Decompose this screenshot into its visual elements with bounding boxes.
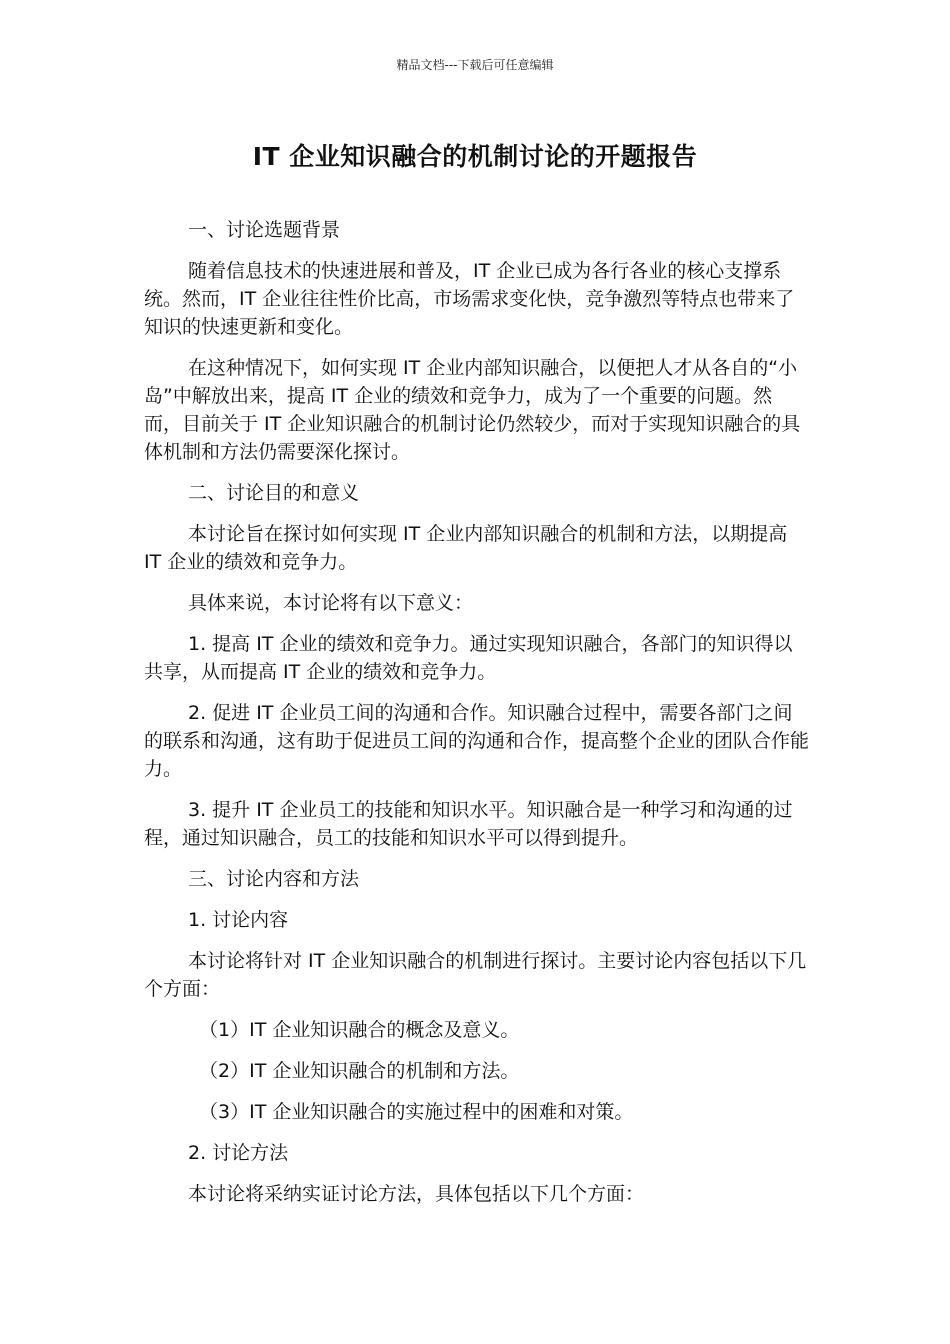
paragraph: 本讨论将采纳实证讨论方法，具体包括以下几个方面： bbox=[188, 1183, 645, 1205]
list-item: （1）IT 企业知识融合的概念及意义。 bbox=[199, 1019, 520, 1041]
paragraph: 随着信息技术的快速进展和普及，IT 企业已成为各行各业的核心支撑系统。然而，IT 企业往往性价比高，市场需求变化快，竞争激烈等特点也带来了知识的快速更新和变化。 bbox=[144, 260, 795, 338]
paragraph: 在这种情况下，如何实现 IT 企业内部知识融合，以便把人才从各自的“小岛”中解放出来，提高 IT 企业的绩效和竞争力，成为了一个重要的问题。然而，目前关于 IT 企业知识融合的机制讨论仍然较少，而对于实现知识融合的具体机制和方法仍需要深化探讨。 bbox=[144, 357, 801, 463]
list-item: 3. 提升 IT 企业员工的技能和知识水平。知识融合是一种学习和沟通的过程，通过知识融合，员工的技能和知识水平可以得到提升。 bbox=[144, 799, 793, 849]
document-body bbox=[144, 216, 809, 1221]
section-heading-content-method: 三、讨论内容和方法 bbox=[188, 868, 360, 890]
list-item: 2. 促进 IT 企业员工间的沟通和合作。知识融合过程中，需要各部门之间的联系和沟通，这有助于促进员工间的沟通和合作，提高整个企业的团队合作能力。 bbox=[144, 702, 810, 780]
section-heading-background: 一、讨论选题背景 bbox=[188, 219, 341, 241]
page-header: 精品文档---下载后可任意编辑 bbox=[396, 58, 554, 72]
section-heading-purpose: 二、讨论目的和意义 bbox=[188, 482, 360, 504]
paragraph: 具体来说，本讨论将有以下意义： bbox=[188, 592, 474, 614]
subsection-heading: 2. 讨论方法 bbox=[188, 1142, 289, 1164]
list-item: （3）IT 企业知识融合的实施过程中的困难和对策。 bbox=[199, 1101, 634, 1123]
paragraph: 本讨论将针对 IT 企业知识融合的机制进行探讨。主要讨论内容包括以下几个方面： bbox=[144, 950, 807, 1000]
document-title: IT 企业知识融合的机制讨论的开题报告 bbox=[252, 142, 698, 171]
subsection-heading: 1. 讨论内容 bbox=[188, 909, 289, 931]
list-item: （2）IT 企业知识融合的机制和方法。 bbox=[199, 1060, 520, 1082]
paragraph: 本讨论旨在探讨如何实现 IT 企业内部知识融合的机制和方法，以期提高 IT 企业的绩效和竞争力。 bbox=[144, 523, 788, 573]
list-item: 1. 提高 IT 企业的绩效和竞争力。通过实现知识融合，各部门的知识得以共享，从而提高 IT 企业的绩效和竞争力。 bbox=[144, 633, 793, 683]
